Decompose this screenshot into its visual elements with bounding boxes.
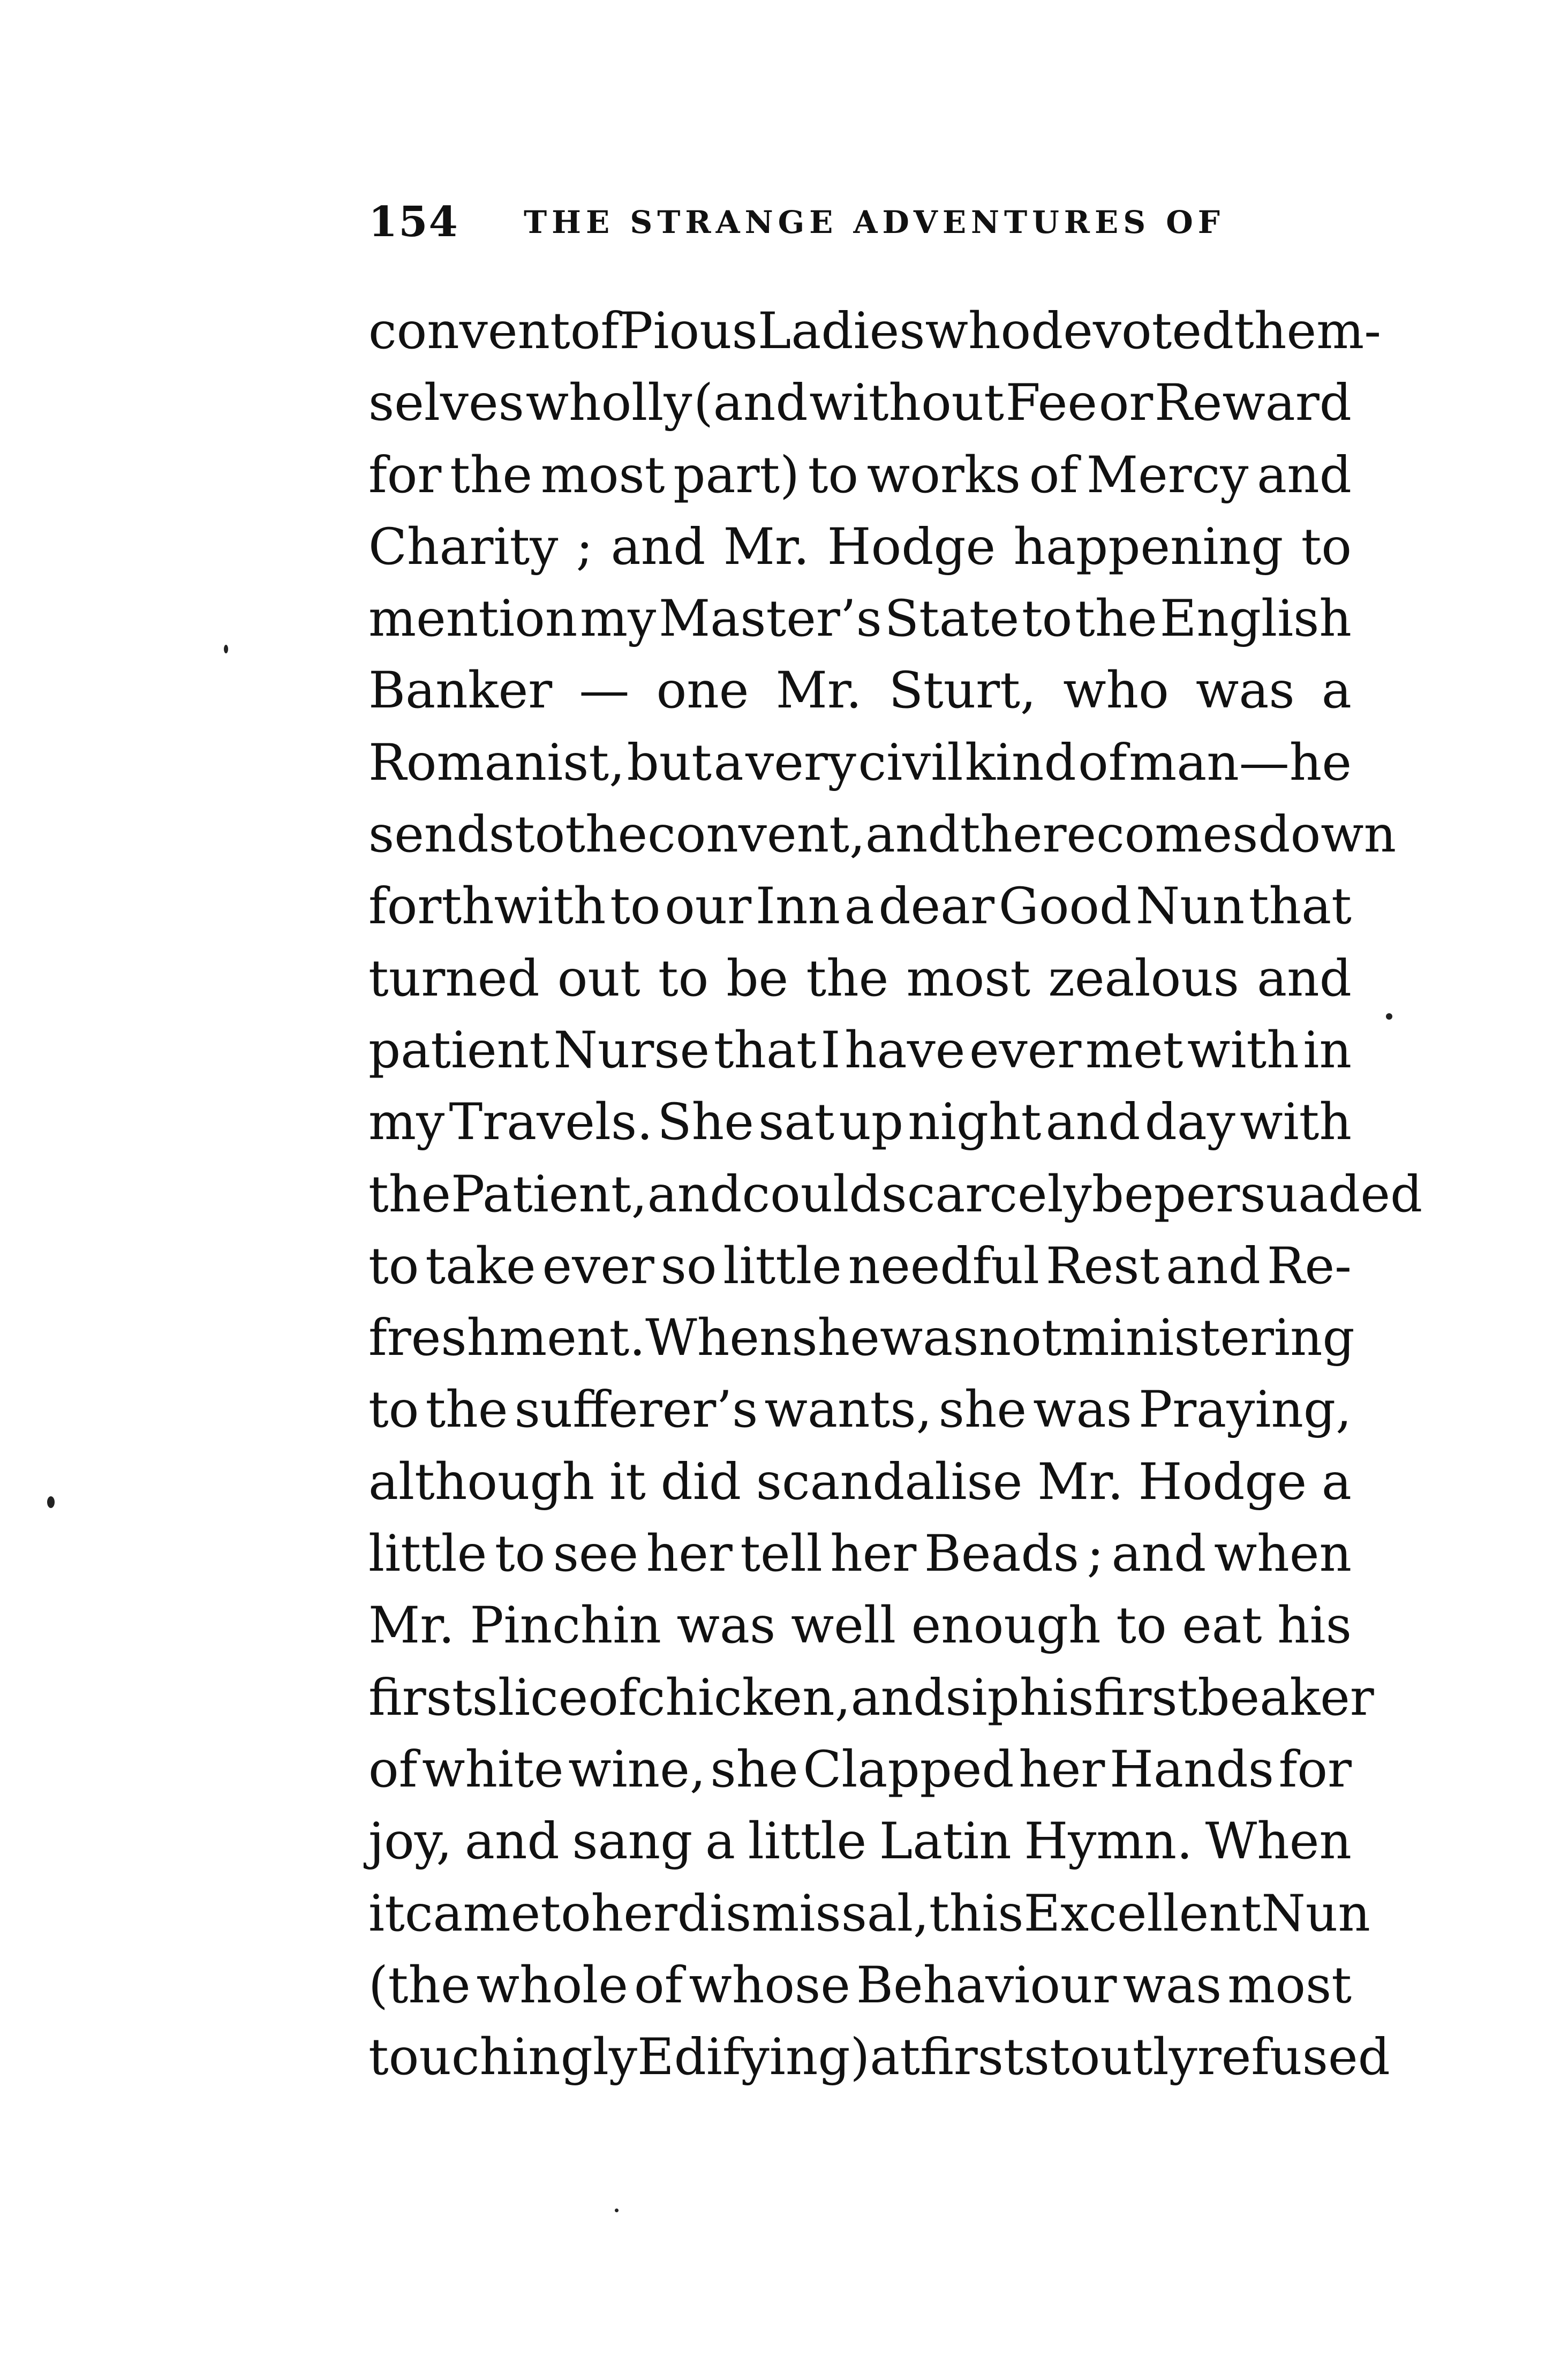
word: Good	[998, 877, 1132, 936]
margin-speck	[224, 645, 228, 653]
word: be	[726, 949, 789, 1008]
word: she	[938, 1381, 1027, 1440]
word: Nun	[1261, 1884, 1370, 1943]
word: and	[464, 1812, 560, 1871]
word: State	[884, 590, 1020, 649]
word: take	[425, 1237, 536, 1295]
word: a	[1321, 661, 1352, 720]
text-line	[368, 1518, 1352, 1590]
word: Fee	[1005, 374, 1098, 433]
word: to	[368, 1237, 419, 1295]
word: very	[745, 733, 856, 792]
word: the	[368, 1165, 451, 1224]
text-line	[368, 296, 1381, 367]
word: ministering	[1061, 1309, 1355, 1368]
word: mention	[368, 590, 578, 649]
word: sufferer’s	[514, 1381, 758, 1440]
word: wholly	[525, 374, 692, 433]
word: —	[579, 661, 630, 720]
word: she	[710, 1740, 798, 1799]
word: eat	[1182, 1596, 1262, 1655]
word: Mr.	[368, 1596, 455, 1655]
text-line	[368, 440, 1352, 511]
word: was	[879, 1309, 979, 1368]
word: happening	[1013, 517, 1284, 576]
word: down	[1258, 805, 1397, 864]
word: so	[660, 1237, 717, 1295]
word: Rest	[1045, 1237, 1160, 1295]
word: but	[627, 733, 712, 792]
word: dear	[878, 877, 995, 936]
word: Pinchin	[470, 1596, 661, 1655]
word: ;	[1087, 1525, 1104, 1584]
word: who	[1063, 661, 1169, 720]
word: when	[1213, 1525, 1352, 1584]
word: the	[1075, 590, 1157, 649]
word: was	[676, 1596, 776, 1655]
word: comes	[1096, 805, 1258, 864]
word: or	[1098, 374, 1154, 433]
text-line	[368, 1159, 1423, 1231]
word: not	[978, 1309, 1062, 1368]
word: touchingly	[368, 2028, 638, 2087]
word: part)	[673, 446, 800, 504]
word: did	[660, 1452, 741, 1511]
word: Hodge	[827, 517, 996, 576]
word: Praying,	[1139, 1381, 1352, 1440]
word: Mr.	[723, 517, 810, 576]
word: and	[610, 517, 706, 576]
text-line	[368, 943, 1352, 1015]
word: man—he	[1129, 733, 1352, 792]
word: one	[656, 661, 749, 720]
body-text	[368, 296, 1423, 2093]
word: English	[1159, 590, 1352, 649]
word: and	[1045, 1093, 1141, 1152]
word: refused	[1197, 2028, 1390, 2087]
text-line	[368, 511, 1352, 583]
word: first	[920, 2028, 1024, 2087]
word: persuaded	[1154, 1165, 1423, 1224]
word: although	[368, 1452, 595, 1511]
word: could	[742, 1165, 881, 1224]
word: that	[1248, 877, 1352, 936]
word: convent,	[647, 805, 865, 864]
word: joy,	[368, 1812, 453, 1871]
word: Master’s	[658, 590, 882, 649]
word: whose	[689, 1956, 850, 2015]
word: her	[830, 1525, 917, 1584]
word: to	[540, 1884, 591, 1943]
word: Mercy	[1086, 446, 1249, 504]
word: scarcely	[881, 1165, 1092, 1224]
word: in	[1303, 1021, 1352, 1080]
word: this	[929, 1884, 1024, 1943]
word: up	[839, 1093, 904, 1152]
word: a	[1321, 1452, 1352, 1511]
word: of	[368, 1740, 418, 1799]
word: wine,	[568, 1740, 706, 1799]
margin-speck	[615, 2209, 619, 2212]
word: When	[1205, 1812, 1352, 1871]
word: beaker	[1197, 1668, 1374, 1727]
word: works	[866, 446, 1021, 504]
word: well	[790, 1596, 896, 1655]
word: Re-	[1267, 1237, 1352, 1295]
word: a	[705, 1812, 736, 1871]
word: Romanist,	[368, 733, 625, 792]
word: his	[1019, 1668, 1094, 1727]
word: to	[494, 1525, 546, 1584]
word: the	[565, 805, 648, 864]
word: came	[404, 1884, 541, 1943]
word: she	[791, 1309, 880, 1368]
word: have	[845, 1021, 966, 1080]
word: the	[450, 446, 533, 504]
word: ever	[542, 1237, 654, 1295]
margin-speck	[1386, 1013, 1392, 1020]
word: her	[1019, 1740, 1105, 1799]
word: her	[646, 1525, 733, 1584]
word: sat	[758, 1093, 835, 1152]
word: of	[1078, 733, 1127, 792]
word: civil	[858, 733, 963, 792]
word: who	[925, 302, 1031, 360]
word: convent	[368, 302, 570, 360]
text-line	[368, 1374, 1352, 1446]
word: ;	[576, 517, 593, 576]
text-line	[368, 655, 1352, 727]
word: to	[1116, 1596, 1167, 1655]
word: them-	[1234, 302, 1381, 360]
word: for	[368, 446, 442, 504]
text-line	[368, 1015, 1352, 1087]
word: Clapped	[803, 1740, 1014, 1799]
page-header	[368, 193, 1352, 252]
word: with	[1187, 1021, 1299, 1080]
word: and	[1111, 1525, 1207, 1584]
word: night	[908, 1093, 1042, 1152]
word: and	[865, 805, 960, 864]
word: out	[557, 949, 640, 1008]
word: met	[1085, 1021, 1183, 1080]
text-line	[368, 1806, 1352, 1878]
word: to	[514, 805, 566, 864]
word: Inn	[755, 877, 841, 936]
word: most	[540, 446, 665, 504]
word: (and	[693, 374, 808, 433]
text-line	[368, 1087, 1352, 1158]
word: ever	[969, 1021, 1082, 1080]
word: (the	[368, 1956, 471, 2015]
word: Ladies	[757, 302, 925, 360]
word: Travels.	[449, 1093, 653, 1152]
word: Charity	[368, 517, 559, 576]
word: to	[1301, 517, 1352, 576]
word: Nurse	[553, 1021, 710, 1080]
word: Reward	[1154, 374, 1352, 433]
word: to	[1021, 590, 1073, 649]
word: chicken,	[637, 1668, 851, 1727]
word: Hymn.	[1024, 1812, 1193, 1871]
word: Mr.	[1037, 1452, 1124, 1511]
word: my	[579, 590, 657, 649]
word: was	[1033, 1381, 1132, 1440]
word: and	[1257, 949, 1352, 1008]
word: her	[591, 1884, 677, 1943]
word: zealous	[1048, 949, 1239, 1008]
word: Hands	[1110, 1740, 1274, 1799]
word: of	[1029, 446, 1079, 504]
word: sends	[368, 805, 515, 864]
word: and	[1166, 1237, 1261, 1295]
word: day	[1144, 1093, 1235, 1152]
word: Sturt,	[888, 661, 1036, 720]
word: was	[1195, 661, 1295, 720]
word: and	[647, 1165, 742, 1224]
word: scandalise	[756, 1452, 1023, 1511]
word: turned	[368, 949, 540, 1008]
word: freshment.	[368, 1309, 646, 1368]
running-head: THE STRANGE ADVENTURES OF	[524, 204, 1225, 240]
word: Edifying)	[637, 2028, 870, 2087]
text-line	[368, 1302, 1355, 1374]
word: little	[748, 1812, 867, 1871]
word: Patient,	[450, 1165, 647, 1224]
word: Latin	[879, 1812, 1012, 1871]
word: Nun	[1135, 877, 1245, 936]
word: patient	[368, 1021, 549, 1080]
word: the	[806, 949, 889, 1008]
word: first	[1094, 1668, 1198, 1727]
word: enough	[911, 1596, 1101, 1655]
word: of	[634, 1956, 683, 2015]
word: wants,	[764, 1381, 932, 1440]
word: to	[658, 949, 709, 1008]
text-line	[368, 583, 1352, 655]
word: and	[1257, 446, 1352, 504]
word: white	[422, 1740, 564, 1799]
text-line	[368, 1590, 1352, 1662]
word: Mr.	[775, 661, 862, 720]
word: it	[368, 1884, 405, 1943]
text-line	[368, 1950, 1352, 2022]
word: my	[368, 1093, 445, 1152]
word: sip	[945, 1668, 1020, 1727]
text-line	[368, 1878, 1370, 1950]
word: sang	[572, 1812, 693, 1871]
word: it	[609, 1452, 646, 1511]
word: for	[1278, 1740, 1352, 1799]
word: there	[960, 805, 1097, 864]
word: of	[588, 1668, 637, 1727]
word: devoted	[1031, 302, 1234, 360]
word: and	[850, 1668, 946, 1727]
margin-speck	[47, 1496, 55, 1508]
word: I	[820, 1021, 841, 1080]
text-line	[368, 727, 1352, 799]
word: a	[713, 733, 744, 792]
text-line	[368, 2022, 1390, 2093]
word: Hodge	[1138, 1452, 1307, 1511]
word: Excellent	[1023, 1884, 1262, 1943]
text-line	[368, 871, 1352, 943]
word: most	[906, 949, 1031, 1008]
text-line	[368, 367, 1352, 439]
word: most	[1227, 1956, 1352, 2015]
text-line	[368, 799, 1397, 871]
word: to	[808, 446, 859, 504]
word: slice	[472, 1668, 589, 1727]
word: with	[1240, 1093, 1352, 1152]
word: Beads	[924, 1525, 1079, 1584]
word: a	[844, 877, 875, 936]
word: kind	[964, 733, 1076, 792]
text-line	[368, 1734, 1352, 1806]
word: whole	[476, 1956, 628, 2015]
word: without	[809, 374, 1004, 433]
word: tell	[740, 1525, 823, 1584]
word: Pious	[619, 302, 758, 360]
text-line	[368, 1446, 1352, 1518]
word: selves	[368, 374, 524, 433]
word: see	[553, 1525, 639, 1584]
word: stoutly	[1023, 2028, 1197, 2087]
word: be	[1091, 1165, 1154, 1224]
word: She	[657, 1093, 754, 1152]
word: that	[713, 1021, 817, 1080]
word: to	[610, 877, 661, 936]
word: his	[1277, 1596, 1352, 1655]
page-number: 154	[368, 198, 459, 246]
word: to	[368, 1381, 419, 1440]
word: of	[570, 302, 620, 360]
word: first	[368, 1668, 472, 1727]
word: Behaviour	[856, 1956, 1117, 2015]
word: was	[1122, 1956, 1222, 2015]
word: forthwith	[368, 877, 606, 936]
text-line	[368, 1231, 1352, 1302]
word: at	[870, 2028, 921, 2087]
word: needful	[848, 1237, 1039, 1295]
text-line	[368, 1662, 1374, 1734]
word: When	[645, 1309, 792, 1368]
word: Banker	[368, 661, 553, 720]
word: little	[723, 1237, 842, 1295]
word: little	[368, 1525, 487, 1584]
word: dismissal,	[677, 1884, 929, 1943]
word: the	[425, 1381, 508, 1440]
word: our	[665, 877, 752, 936]
